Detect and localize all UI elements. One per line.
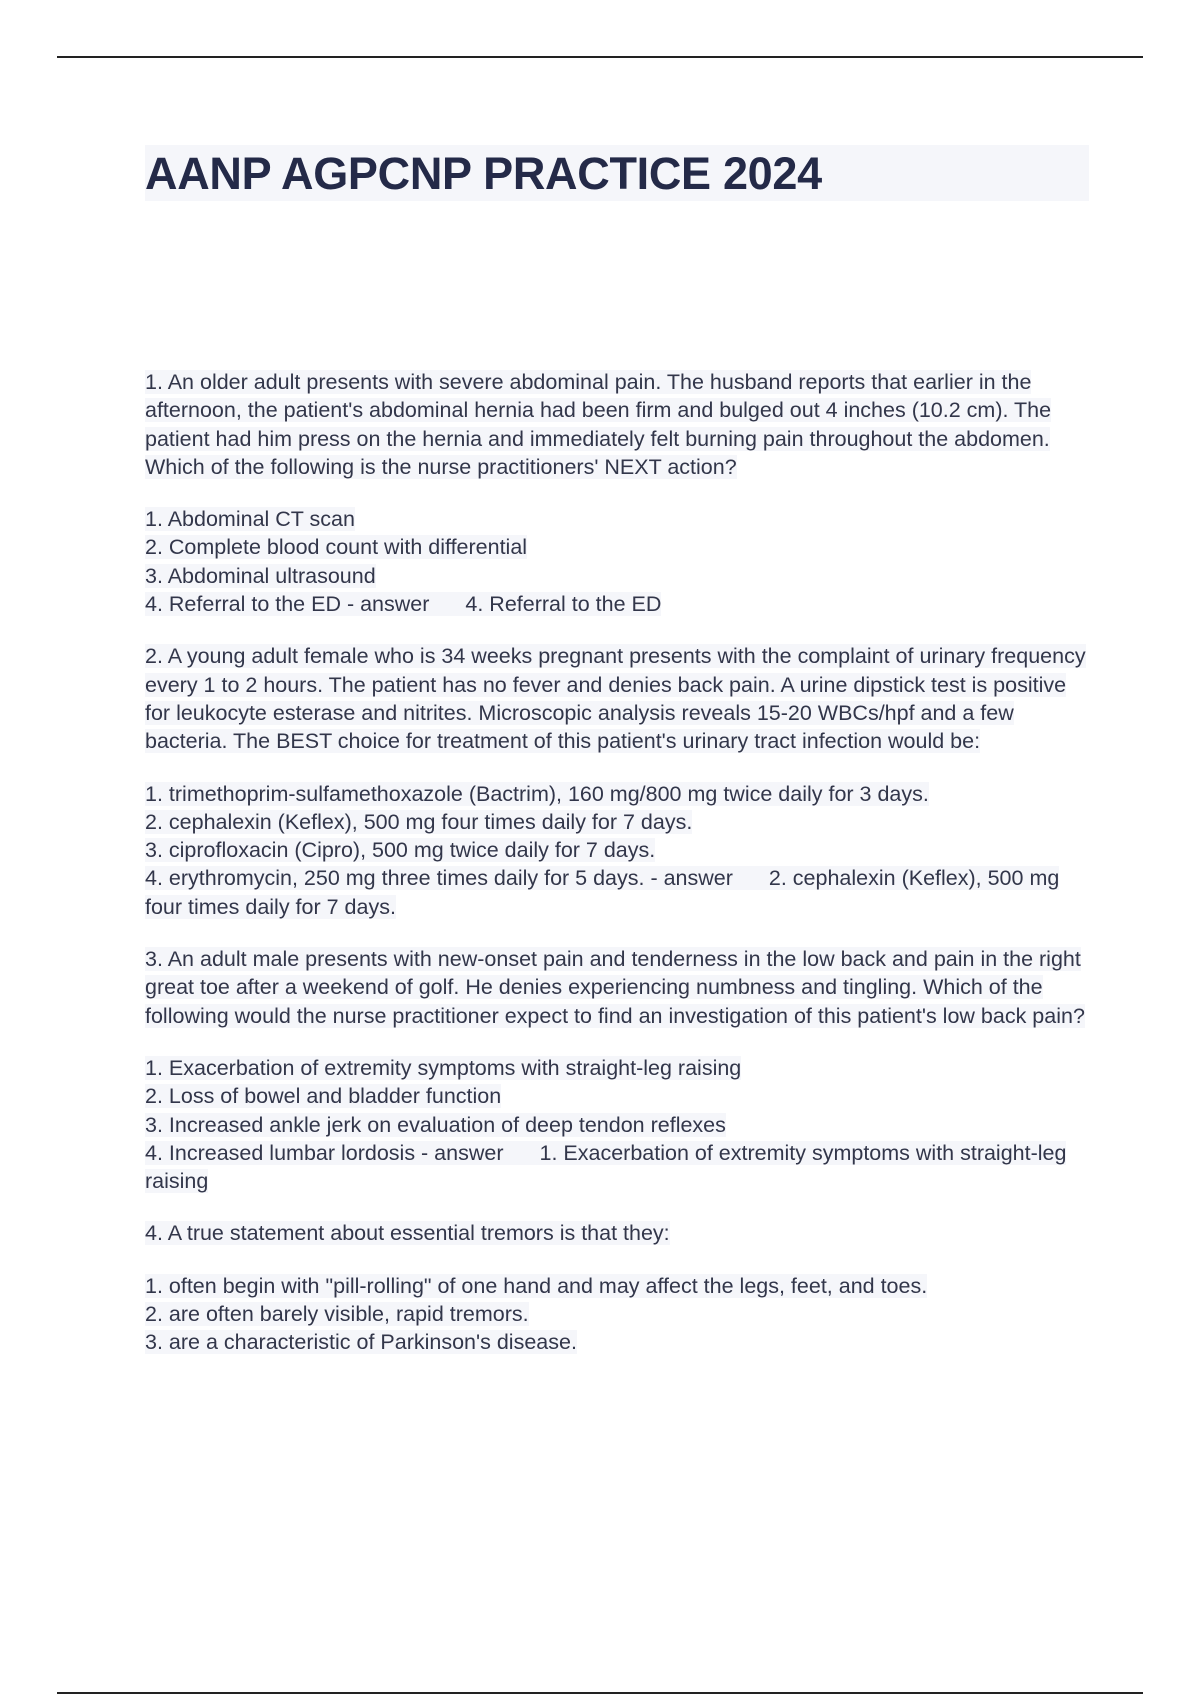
option-item: 3. Increased ankle jerk on evaluation of deep tendon reflexes: [145, 1112, 726, 1137]
answer-text: 4. Referral to the ED: [465, 592, 662, 617]
answer-text: 1. Exacerbation of extremity symptoms with straight-leg raising: [145, 1140, 1067, 1194]
question-stem-text: 1. An older adult presents with severe abdominal pain. The husband reports that earlier in the afternoon, the patient's abdominal hernia had been firm and bulged out 4 inches (10.2 cm). The patient had him press on the hernia and immediately felt burning pain throughout the abdomen. Which of the following is the nurse practitioners' NEXT action?: [145, 370, 1052, 479]
question-stem-text: 4. A true statement about essential tremors is that they:: [145, 1221, 670, 1246]
question-4-stem: [145, 1219, 1095, 1247]
option-item: 1. trimethoprim-sulfamethoxazole (Bactrim), 160 mg/800 mg twice daily for 3 days.: [145, 781, 929, 806]
option-item: 1. Exacerbation of extremity symptoms with straight-leg raising: [145, 1055, 742, 1080]
page-title: AANP AGPCNP PRACTICE 2024: [145, 148, 822, 199]
option-item: 4. Increased lumbar lordosis - answer: [145, 1140, 504, 1165]
question-4-options: [145, 1272, 1095, 1357]
question-3-stem: [145, 945, 1095, 1030]
option-item: 3. Abdominal ultrasound: [145, 563, 376, 588]
option-item: 1. Abdominal CT scan: [145, 507, 355, 532]
option-item-with-answer: [145, 1141, 1066, 1193]
option-item-with-answer: [145, 866, 1059, 918]
option-item: 2. cephalexin (Keflex), 500 mg four times daily for 7 days.: [145, 809, 693, 834]
option-item: 2. Loss of bowel and bladder function: [145, 1084, 502, 1109]
option-item: 1. often begin with "pill-rolling" of one hand and may affect the legs, feet, and toes.: [145, 1273, 928, 1298]
option-item: 2. are often barely visible, rapid tremors.: [145, 1302, 529, 1327]
option-item: 4. Referral to the ED - answer: [145, 592, 430, 617]
question-2-stem: [145, 642, 1095, 755]
bottom-divider: [57, 1692, 1143, 1694]
question-1-stem: [145, 368, 1095, 481]
top-divider: [57, 56, 1143, 58]
option-item-with-answer: [145, 592, 661, 616]
question-stem-text: 3. An adult male presents with new-onset pain and tenderness in the low back and pain in the right great toe after a weekend of golf. He denies experiencing numbness and tingling. Which of the following would the nurse practitioner expect to find an investigation of this patient's low back pain?: [145, 947, 1085, 1028]
answer-text: 2. cephalexin (Keflex), 500 mg four times daily for 7 days.: [145, 866, 1060, 919]
option-item: 4. erythromycin, 250 mg three times daily for 5 days. - answer: [145, 866, 733, 891]
option-item: 3. ciprofloxacin (Cipro), 500 mg twice daily for 7 days.: [145, 838, 656, 863]
document-body: [145, 368, 1095, 1381]
option-item: 3. are a characteristic of Parkinson's disease.: [145, 1330, 577, 1355]
option-item: 2. Complete blood count with differential: [145, 535, 528, 560]
question-2-options: [145, 780, 1095, 921]
question-stem-text: 2. A young adult female who is 34 weeks pregnant presents with the complaint of urinary frequency every 1 to 2 hours. The patient has no fever and denies back pain. A urine dipstick test is positive for leukocyte esterase and nitrites. Microscopic analysis reveals 15-20 WBCs/hpf and a few bacteria. The BEST choice for treatment of this patient's urinary tract infection would be:: [145, 644, 1086, 754]
question-3-options: [145, 1054, 1095, 1195]
question-1-options: [145, 505, 1095, 618]
